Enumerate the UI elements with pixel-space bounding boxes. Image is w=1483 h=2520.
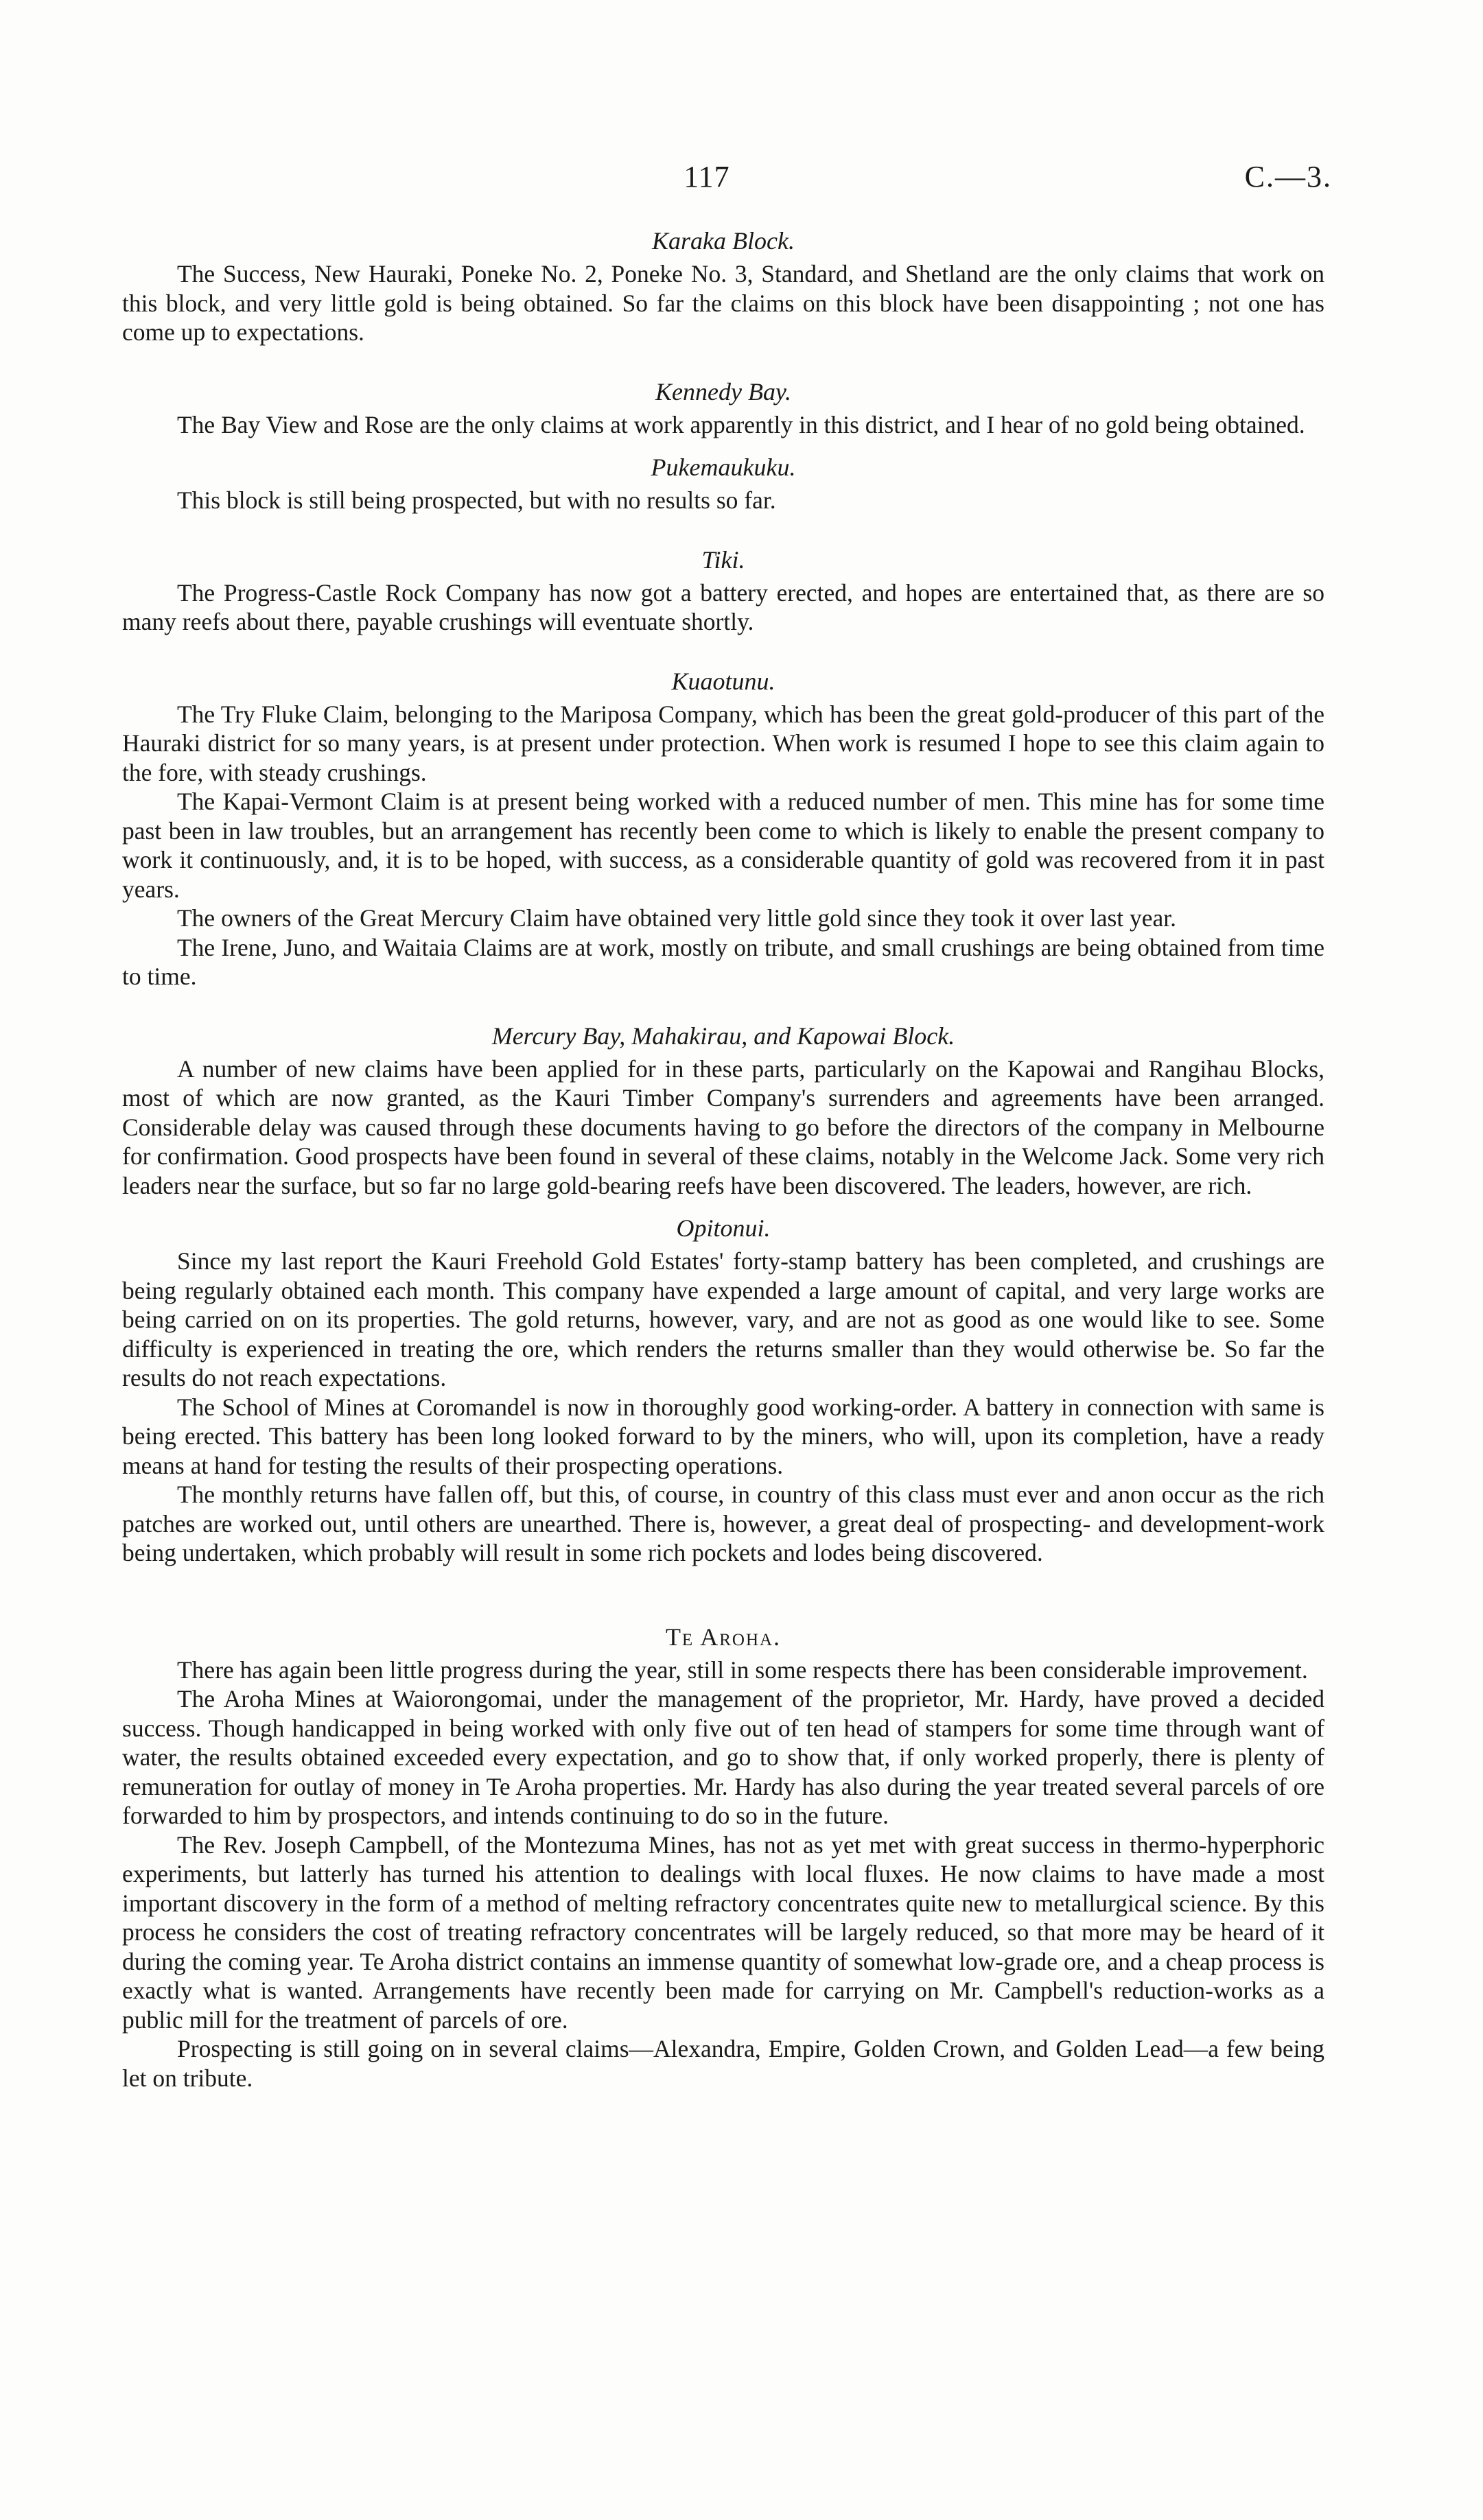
paragraph: The Aroha Mines at Waiorongomai, under the management of the proprietor, Mr. Hardy, have proved a decided success. Though handicapped in being worked with only five out of ten head of stampers for some time through want of water, the results obtained exceeded every expectation, and go to show that, if only worked properly, there is plenty of remuneration for outlay of money in Te Aroha properties. Mr. Hardy has also during the year treated several parcels of ore forwarded to him by prospectors, and intends continuing to do so in the future.: [122, 1685, 1324, 1829]
section-heading: Opitonui.: [676, 1214, 771, 1242]
paragraph: The Bay View and Rose are the only claims at work apparently in this district, and I hear of no gold being obtained.: [177, 410, 1305, 438]
paragraph: The owners of the Great Mercury Claim have obtained very little gold since they took it over last year.: [177, 904, 1177, 932]
paragraph: There has again been little progress during the year, still in some respects there has been considerable improvement.: [177, 1656, 1308, 1684]
section-heading: Karaka Block.: [652, 227, 795, 255]
paragraph: The School of Mines at Coromandel is now in thoroughly good working-order. A battery in connection with same is being erected. This battery has been long looked forward to by the miners, who will, upon its completion, have a ready means at hand for testing the results of their prospecting operations.: [122, 1393, 1324, 1479]
paragraph: Since my last report the Kauri Freehold Gold Estates' forty-stamp battery has been completed, and crushings are being regularly obtained each month. This company have expended a large amount of capital, and very large works are being carried on on its properties. The gold returns, however, vary, and are not as good as one would like to see. Some difficulty is experienced in treating the ore, which renders the returns smaller than they would otherwise be. So far the results do not reach expectations.: [122, 1247, 1324, 1391]
section-spacer: [122, 1598, 1324, 1623]
section-karaka-block: [122, 226, 1324, 347]
section-kennedy-bay: [122, 377, 1324, 440]
section-pukemaukuku: [122, 453, 1324, 515]
paragraph: This block is still being prospected, but with no results so far.: [177, 486, 776, 514]
paragraph: The Success, New Hauraki, Poneke No. 2, Poneke No. 3, Standard, and Shetland are the only claims that work on this block, and very little gold is being obtained. So far the claims on this block have been disappointing ; not one has come up to expectations.: [122, 260, 1324, 346]
section-heading: Kennedy Bay.: [655, 377, 791, 405]
document-reference: C.—3.: [1244, 160, 1332, 193]
page-number: 117: [684, 160, 730, 193]
section-heading: Tiki.: [701, 545, 745, 574]
section-heading: Te Aroha.: [665, 1623, 782, 1651]
paragraph: The Rev. Joseph Campbell, of the Montezuma Mines, has not as yet met with great success in thermo-hyperphoric experiments, but latterly has turned his attention to dealings with local fluxes. He now claims to have made a most important discovery in the form of a method of melting refractory concentrates quite new to metallurgical science. By this process he considers the cost of treating refractory concentrates will be largely reduced, so that more may be heard of it during the coming year. Te Aroha district contains an immense quantity of somewhat low-grade ore, and a cheap process is exactly what is wanted. Arrangements have recently been made for carrying on Mr. Campbell's reduction-works as a public mill for the treatment of parcels of ore.: [122, 1830, 1324, 2034]
paragraph: A number of new claims have been applied for in these parts, particularly on the Kapowai and Rangihau Blocks, most of which are now granted, as the Kauri Timber Company's surrenders and agreements have been arranged. Considerable delay was caused through these documents having to go before the directors of the company in Melbourne for confirmation. Good prospects have been found in several of these claims, notably in the Welcome Jack. Some very rich leaders near the surface, but so far no large gold-bearing reefs have been discovered. The leaders, however, are rich.: [122, 1055, 1324, 1199]
paragraph: The Irene, Juno, and Waitaia Claims are at work, mostly on tribute, and small crushings are being obtained from time to time.: [122, 933, 1324, 990]
section-heading: Mercury Bay, Mahakirau, and Kapowai Block.: [491, 1022, 955, 1050]
section-tiki: [122, 545, 1324, 637]
section-heading: Pukemaukuku.: [651, 454, 796, 481]
paragraph: The monthly returns have fallen off, but this, of course, in country of this class must ever and anon occur as the rich patches are worked out, until others are unearthed. There is, however, a great deal of prospecting- and development-work being undertaken, which probably will result in some rich pockets and lodes being discovered.: [122, 1481, 1324, 1566]
paragraph: The Kapai-Vermont Claim is at present being worked with a reduced number of men. This mine has for some time past been in law troubles, but an arrangement has recently been come to which is likely to enable the present company to work it continuously, and, it is to be hoped, with success, as a considerable quantity of gold was recovered from it in past years.: [122, 788, 1324, 903]
section-te-aroha: [122, 1623, 1324, 2093]
section-mercury-bay: [122, 1022, 1324, 1201]
section-heading: Kuaotunu.: [671, 667, 775, 695]
paragraph: Prospecting is still going on in several claims—Alexandra, Empire, Golden Crown, and Golden Lead—a few being let on tribute.: [122, 2035, 1324, 2092]
page-content: [122, 226, 1324, 2123]
section-opitonui: [122, 1214, 1324, 1568]
paragraph: The Try Fluke Claim, belonging to the Mariposa Company, which has been the great gold-producer of this part of the Hauraki district for so many years, is at present under protection. When work is resumed I hope to see this claim again to the fore, with steady crushings.: [122, 700, 1324, 786]
paragraph: The Progress-Castle Rock Company has now got a battery erected, and hopes are entertained that, as there are so many reefs about there, payable crushings will eventuate shortly.: [122, 578, 1324, 635]
section-kuaotunu: [122, 667, 1324, 991]
